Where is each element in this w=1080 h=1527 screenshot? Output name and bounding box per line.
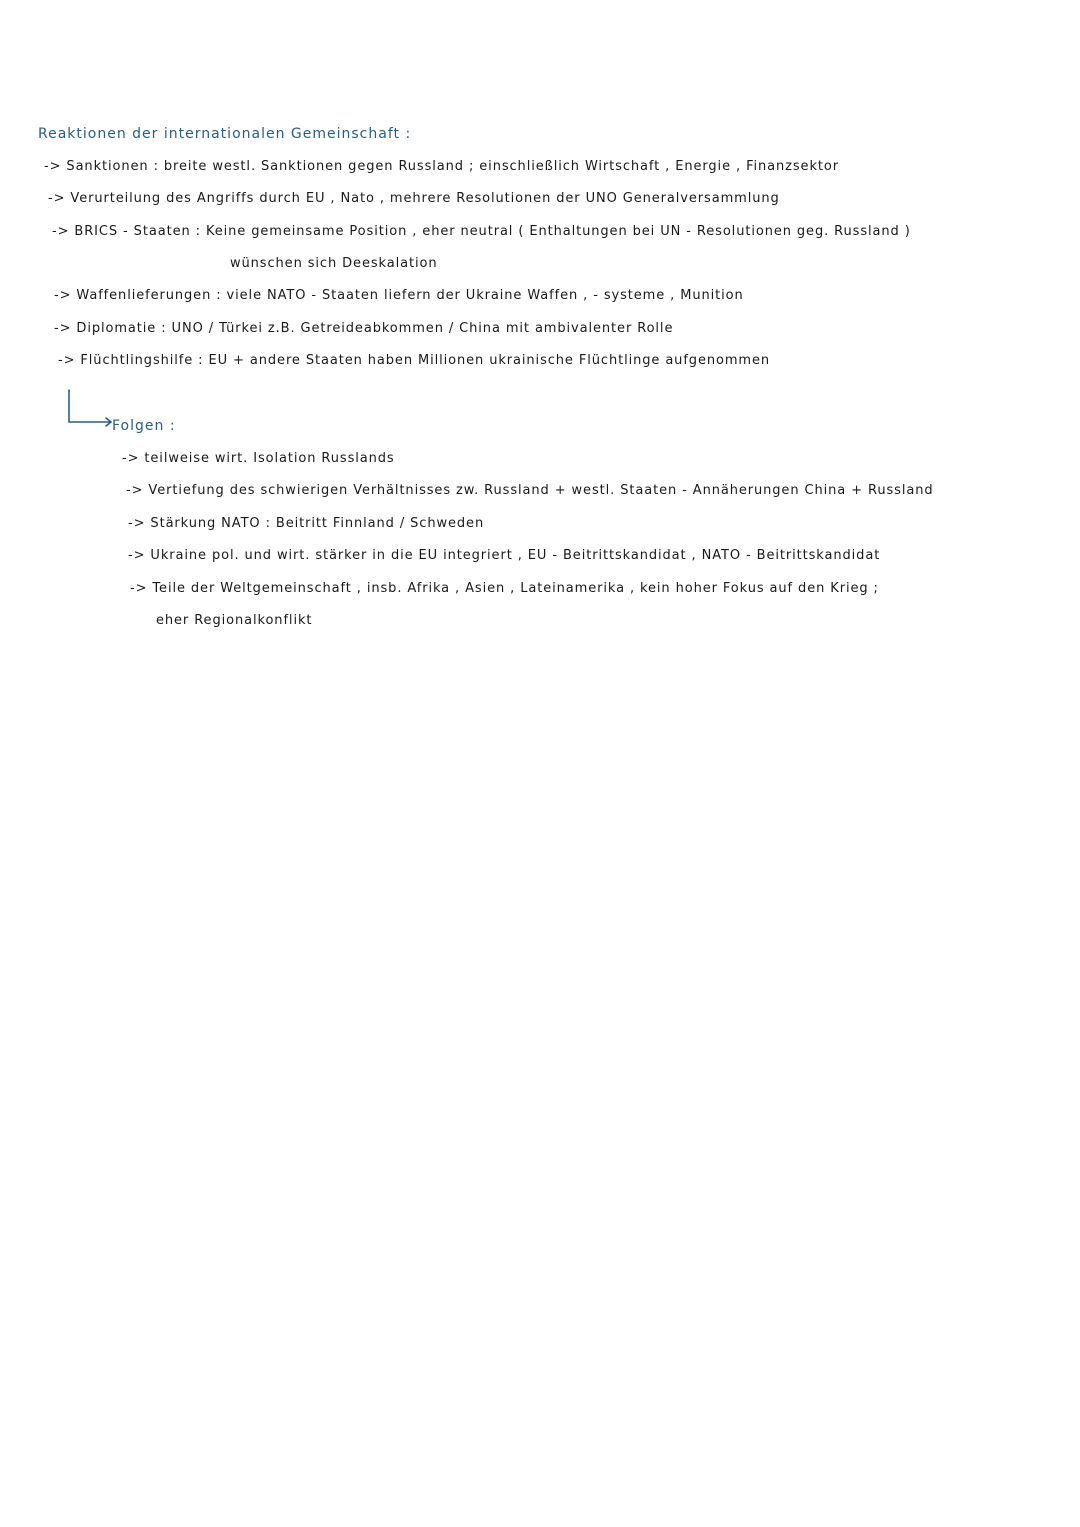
consequence-isolation: -> teilweise wirt. Isolation Russlands [122, 451, 395, 466]
note-item-diplomacy: -> Diplomatie : UNO / Türkei z.B. Getreideabkommen / China mit ambivalenter Rolle [54, 321, 674, 336]
consequences-title: Folgen : [112, 418, 176, 434]
consequence-nato: -> Stärkung NATO : Beitritt Finnland / Schweden [128, 516, 485, 531]
note-item-brics-continued: wünschen sich Deeskalation [230, 256, 438, 271]
notes-title: Reaktionen der internationalen Gemeinschaft : [38, 126, 412, 142]
consequence-relations: -> Vertiefung des schwierigen Verhältnisses zw. Russland + westl. Staaten - Annäherungen China + Russland [126, 483, 934, 498]
note-item-sanctions: -> Sanktionen : breite westl. Sanktionen gegen Russland ; einschließlich Wirtschaft , Energie , Finanzsektor [44, 159, 839, 174]
note-item-weapons: -> Waffenlieferungen : viele NATO - Staaten liefern der Ukraine Waffen , - systeme , Munition [54, 288, 744, 303]
note-item-refugees: -> Flüchtlingshilfe : EU + andere Staaten haben Millionen ukrainische Flüchtlinge aufgenommen [58, 353, 771, 368]
consequence-world-focus-continued: eher Regionalkonflikt [156, 613, 313, 628]
consequence-ukraine-eu: -> Ukraine pol. und wirt. stärker in die EU integriert , EU - Beitrittskandidat , NATO - Beitrittskandidat [128, 548, 881, 563]
note-item-brics: -> BRICS - Staaten : Keine gemeinsame Position , eher neutral ( Enthaltungen bei UN - Resolutionen geg. Russland ) [52, 224, 911, 239]
note-item-condemnation: -> Verurteilung des Angriffs durch EU , Nato , mehrere Resolutionen der UNO Generalversammlung [48, 191, 780, 206]
consequence-world-focus: -> Teile der Weltgemeinschaft , insb. Afrika , Asien , Lateinamerika , kein hoher Fokus auf den Krieg ; [130, 581, 879, 596]
corner-arrow-icon [66, 388, 116, 428]
